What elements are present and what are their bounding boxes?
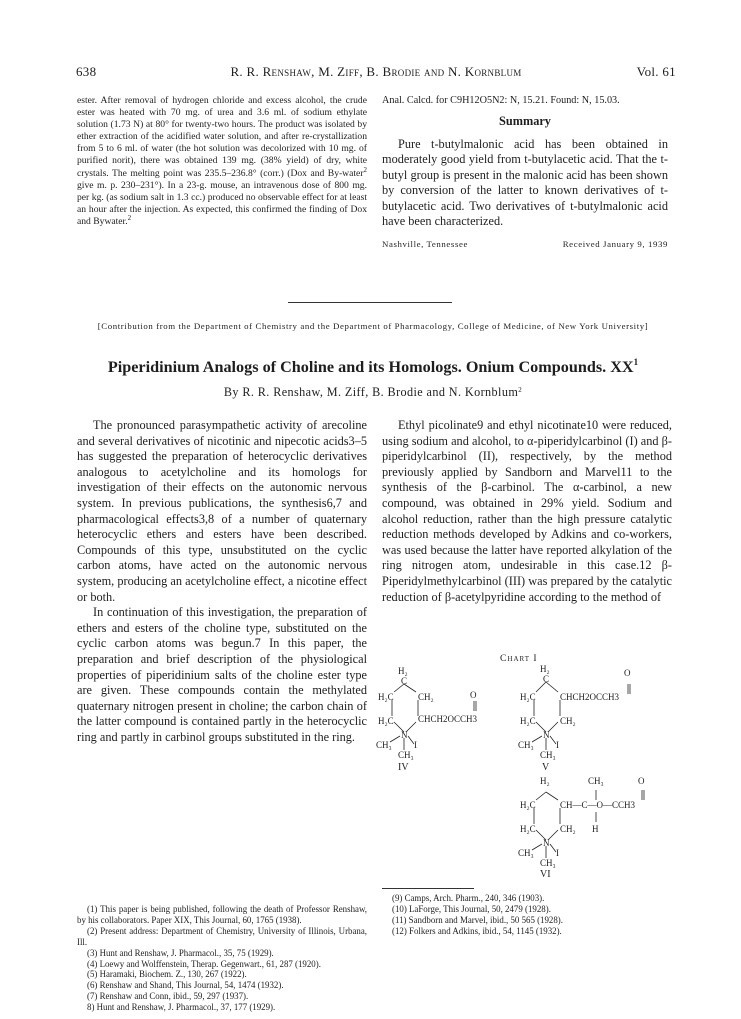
prev-article-right-column [382,95,668,249]
structure-label-vi: VI [540,869,551,880]
prev-article-left-column [77,95,367,228]
structure-vi-group: CH—C—O—CCH3 [560,800,636,810]
structure-iv-group: CHCH2OCCH3 [418,714,478,724]
atom-label: CH₃ [540,750,556,760]
body-paragraph-2: In continuation of this investigation, the preparation of ethers and esters of the choline type, substituted on the cyclic carbon atoms was begun.7 In this paper, the preparation and brief description of the physiological properties of piperidinium salts of the choline ester type are given. These compounds contain the methylated quaternary nitrogen present in choline; the carbon chain of the latter compound is contained partly in the heterocyclic ring and partly in carbinol groups substituted in the ring. [77,605,367,744]
atom-label: CH₃ [588,776,604,786]
chart-heading: Chart I [500,653,538,664]
footnote: (7) Renshaw and Conn, ibid., 59, 297 (1937). [87,991,249,1002]
atom-label: I [556,740,559,750]
footnote: (3) Hunt and Renshaw, J. Pharmacol., 35, 75 (1929). [87,947,274,958]
atom-label: CH₃ [518,740,534,750]
atom-label: CH₃ [518,848,534,858]
footnotes-right [382,888,672,937]
signature-line [382,239,668,249]
atom-label: H₂ [398,666,408,676]
contribution-line: [Contribution from the Department of Chemistry and the Department of Pharmacology, College of Medicine, of New York University] [97,321,649,331]
atom-label: C [543,674,550,684]
footnote-rule [382,888,474,889]
footnote: (10) LaForge, This Journal, 50, 2479 (1928). [392,903,551,914]
atom-label: O [624,668,631,678]
footnotes-left [77,904,367,1013]
atom-label: CH₂ [418,692,434,702]
atom-label: H [592,824,599,834]
atom-label: H₂C [378,716,394,726]
structure-v-group: CHCH2OCCH3 [560,692,620,702]
running-head-authors: R. R. Renshaw, M. Ziff, B. Brodie and N. Kornblum [230,64,522,79]
place: Nashville, Tennessee [382,239,468,250]
article-title: Piperidinium Analogs of Choline and its Homologs. Onium Compounds. $XX^1$ [107,357,639,376]
footnote: (9) Camps, Arch. Pharm., 240, 346 (1903). [392,893,545,903]
byline: By R. R. Renshaw, M. Ziff, B. Brodie and N. Kornblum$^2$ [223,385,523,399]
atom-label: N [543,730,550,740]
body-paragraph-3: Ethyl picolinate9 and ethyl nicotinate10 were reduced, using sodium and alcohol, to α-piperidylcarbinol (I) and β-piperidylcarbinol (II), respectively, by the method previously applied by Sandborn and Marvel11 to the synthesis of the β-carbinol. The α-carbinol, a new compound, was obtained in 29% yield. Sodium and alcohol reduction, rather than the high pressure catalytic reduction methods developed by Adkins and co-workers, was used because the latter have reported alkylation of the ring nitrogen atom, undesirable in this case.12 β-Piperidylmethylcarbinol (III) was prepared by the catalytic reduction of β-acetylpyridine according to the method of [382,418,672,604]
atom-label: H₂C [520,692,536,702]
atom-label: O [470,690,477,700]
body-left-column [77,418,367,745]
footnote: (6) Renshaw and Shand, This Journal, 54, 1474 (1932). [87,980,284,991]
summary-text: Pure t-butylmalonic acid has been obtained in moderately good yield from t-butylacetic acid. That the t-butyl group is present in the malonic acid has been shown by conversion of the latter to known derivatives of t-butylacetic acid. Two derivatives of t-butylmalonic acid have been characterized. [382,136,668,229]
body-paragraph-1: The pronounced parasympathetic activity of arecoline and several derivatives of nicotinic and nipecotic acids3–5 has suggested the preparation of heterocyclic derivatives analogous to acetylcholine and its homologs for investigation of their effects on the autonomic nervous system. In previous publications, the synthesis6,7 and pharmacological effects3,8 of a number of quaternary heterocyclic ethers and esters have been described. Compounds of this type, unsubstituted on the cyclic carbon atoms, have acted on the autonomic nervous system, producing an acetylcholine effect, a nicotine effect or both. [77,418,367,604]
footnote: (4) Loewy and Wolffenstein, Therap. Gegenwart., 61, 287 (1920). [87,958,321,969]
footnote: 8) Hunt and Renshaw, J. Pharmacol., 37, 177 (1929). [87,1002,276,1013]
atom-label: I [556,848,559,858]
atom-label: H₂C [378,692,394,702]
atom-label: I [414,740,417,750]
atom-label: H₂C [520,800,536,810]
atom-label: O [638,776,645,786]
volume-number: Vol. 61 [636,64,676,79]
structure-label-v: V [542,762,550,773]
atom-label: CH₃ [376,740,392,750]
atom-label: CH₂ [560,716,576,726]
prev-article-experimental-text: ester. After removal of hydrogen chloride and excess alcohol, the crude ester was heated with 70 mg. of urea and 3.6 ml. of sodium ethylate solution (1.73 N) at 80° for twenty-two hours. The product was isolated by ether extraction of the acidified water solution, and after re-crystallization from 5 to 6 ml. of water (the hot solution was decolorized with 10 mg. of purified norit), there was obtained 139 mg. (38% yield) of dry, white crystals. The melting point was 235.5–236.8° (corr.) (Dox and By-water$^2$ give m. p. 230–231°). In a 23-g. mouse, an intravenous dose of 800 mg. per kg. (as sodium salt in 1.3 cc.) produced no observable effect for at least an hour after the injection. As expected, this confirmed the finding of Dox and Bywater.$^2$ [77,95,367,227]
page-number: 638 [76,64,97,79]
footnote: (5) Haramaki, Biochem. Z., 130, 267 (1922). [87,969,247,980]
atom-label: CH₂ [560,824,576,834]
received-date: Received January 9, 1939 [562,239,668,250]
footnote: (1) This paper is being published, following the death of Professor Renshaw, by his collaborators. Paper XIX, This Journal, 60, 1765 (1938). [77,904,367,925]
summary-heading: Summary [499,113,551,128]
atom-label: H₂C [520,824,536,834]
article-divider [288,302,452,303]
atom-label: N [543,838,550,848]
atom-label: C [401,676,408,686]
running-head [76,64,676,82]
atom-label: CH₃ [540,858,556,868]
structure-label-iv: IV [398,762,409,773]
footnote: (2) Present address: Department of Chemistry, University of Illinois, Urbana, Ill. [77,925,367,947]
atom-label: N [401,730,408,740]
chemical-structures-chart [374,664,686,880]
atom-label: H₂C [520,716,536,726]
atom-label: H₂ [540,776,550,786]
atom-label: H₂ [540,664,550,674]
footnote: (12) Folkers and Adkins, ibid., 54, 1145 (1932). [392,925,562,936]
atom-label: CH₃ [398,750,414,760]
analysis-line: Anal. Calcd. for C9H12O5N2: N, 15.21. Found: N, 15.03. [382,95,620,106]
body-right-column [382,418,672,605]
footnote: (11) Sandborn and Marvel, ibid., 50 565 (1928). [392,914,563,925]
